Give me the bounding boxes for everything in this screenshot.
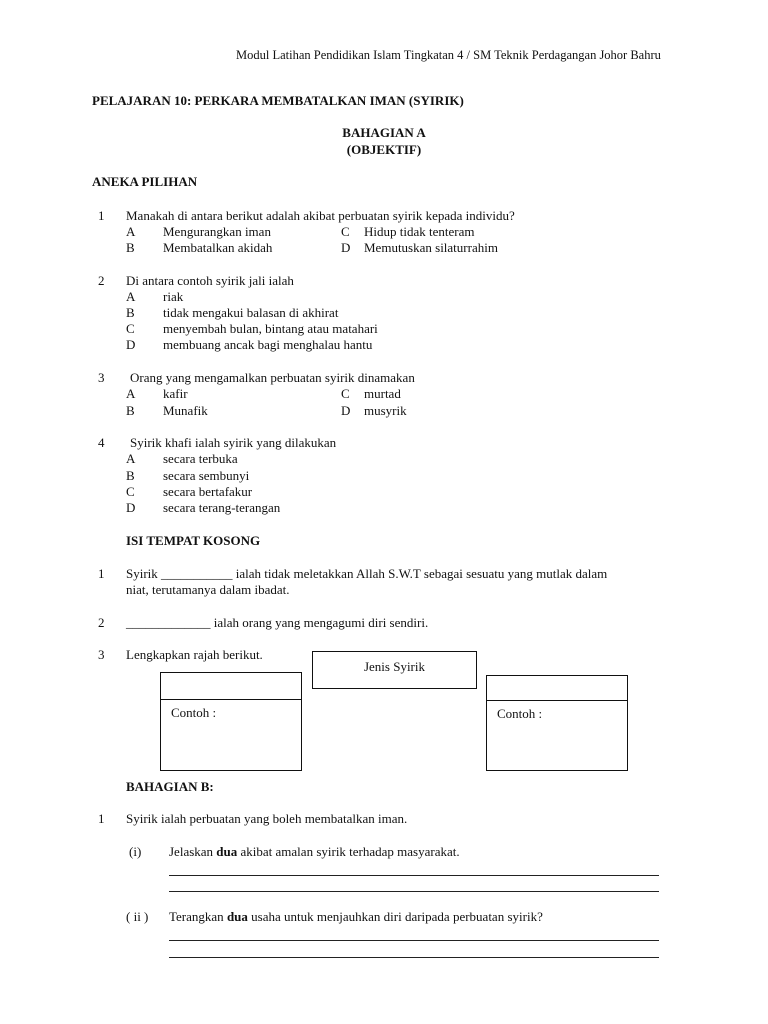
- option-letter: A: [126, 224, 136, 239]
- option-letter: B: [126, 403, 135, 418]
- question-text: Manakah di antara berikut adalah akibat perbuatan syirik kepada individu?: [126, 208, 515, 223]
- question-text: Lengkapkan rajah berikut.: [126, 647, 263, 662]
- option-letter: C: [126, 484, 135, 499]
- option-letter: A: [126, 451, 136, 466]
- option-text: Memutuskan silaturrahim: [364, 240, 498, 255]
- option-text: Munafik: [163, 403, 208, 418]
- option-text: Mengurangkan iman: [163, 224, 271, 239]
- part-label: (i): [129, 844, 142, 859]
- part-label: ( ii ): [126, 909, 149, 924]
- option-letter: A: [126, 289, 136, 304]
- question-text: Syirik khafi ialah syirik yang dilakukan: [130, 435, 337, 450]
- question-text: Syirik ___________ ialah tidak meletakkan Allah S.W.T sebagai sesuatu yang mutlak dalam: [126, 566, 608, 581]
- diagram-left-title-box[interactable]: [160, 672, 302, 700]
- option-text: tidak mengakui balasan di akhirat: [163, 305, 339, 320]
- answer-line[interactable]: [169, 875, 659, 876]
- option-letter: B: [126, 305, 135, 320]
- question-number: 1: [98, 208, 105, 223]
- option-letter: A: [126, 386, 136, 401]
- part-question-emphasis: dua: [216, 844, 238, 859]
- answer-line[interactable]: [169, 957, 659, 958]
- section-b-title: BAHAGIAN B:: [126, 779, 214, 794]
- option-text: membuang ancak bagi menghalau hantu: [163, 337, 373, 352]
- question-number: 3: [98, 370, 105, 385]
- question-text-continued: niat, terutamanya dalam ibadat.: [126, 582, 290, 597]
- part-question-end: usaha untuk menjauhkan diri daripada perbuatan syirik?: [247, 909, 543, 924]
- question-number: 2: [98, 615, 105, 630]
- option-text: secara sembunyi: [163, 468, 250, 483]
- option-letter: B: [126, 468, 135, 483]
- option-letter: C: [341, 386, 350, 401]
- option-text: Hidup tidak tenteram: [364, 224, 475, 239]
- option-text: secara bertafakur: [163, 484, 253, 499]
- option-text: musyrik: [364, 403, 407, 418]
- option-text: secara terang-terangan: [163, 500, 281, 515]
- answer-line[interactable]: [169, 940, 659, 941]
- question-text: _____________ ialah orang yang mengagumi diri sendiri.: [126, 615, 429, 630]
- question-text: Di antara contoh syirik jali ialah: [126, 273, 294, 288]
- diagram-right-example-box[interactable]: [486, 700, 628, 771]
- part-question: [169, 844, 460, 860]
- option-text: Membatalkan akidah: [163, 240, 273, 255]
- option-letter: D: [341, 403, 351, 418]
- option-text: menyembah bulan, bintang atau matahari: [163, 321, 378, 336]
- option-letter: D: [126, 337, 136, 352]
- answer-line[interactable]: [169, 891, 659, 892]
- option-letter: C: [341, 224, 350, 239]
- question-number: 4: [98, 435, 105, 450]
- question-number: 2: [98, 273, 105, 288]
- part-question: [169, 909, 543, 925]
- running-header: Modul Latihan Pendidikan Islam Tingkatan 4 / SM Teknik Perdagangan Johor Bahru: [236, 48, 661, 62]
- section-a-title: BAHAGIAN A: [342, 125, 426, 140]
- question-number: 3: [98, 647, 105, 662]
- section-b-question: Syirik ialah perbuatan yang boleh membatalkan iman.: [126, 811, 408, 826]
- option-text: riak: [163, 289, 184, 304]
- question-text: Orang yang mengamalkan perbuatan syirik dinamakan: [130, 370, 415, 385]
- option-letter: D: [341, 240, 351, 255]
- option-letter: C: [126, 321, 135, 336]
- part-question-start: Terangkan: [169, 909, 227, 924]
- question-number: 1: [98, 566, 105, 581]
- diagram-left-example-label: Contoh :: [171, 705, 217, 720]
- question-number: 1: [98, 811, 105, 826]
- option-text: kafir: [163, 386, 188, 401]
- diagram-center-box: [312, 651, 477, 689]
- option-text: secara terbuka: [163, 451, 238, 466]
- part-question-start: Jelaskan: [169, 844, 217, 859]
- diagram-right-title-box[interactable]: [486, 675, 628, 701]
- option-text: murtad: [364, 386, 401, 401]
- lesson-title: PELAJARAN 10: PERKARA MEMBATALKAN IMAN (SYIRIK): [92, 93, 464, 108]
- mcq-heading: ANEKA PILIHAN: [92, 174, 198, 189]
- option-letter: B: [126, 240, 135, 255]
- diagram-center-label: Jenis Syirik: [363, 659, 426, 674]
- fill-heading: ISI TEMPAT KOSONG: [126, 533, 261, 548]
- option-letter: D: [126, 500, 136, 515]
- section-a-subtitle: (OBJEKTIF): [346, 142, 422, 157]
- part-question-end: akibat amalan syirik terhadap masyarakat.: [237, 844, 460, 859]
- part-question-emphasis: dua: [226, 909, 248, 924]
- diagram-right-example-label: Contoh :: [497, 706, 543, 721]
- diagram-left-example-box[interactable]: [160, 699, 302, 771]
